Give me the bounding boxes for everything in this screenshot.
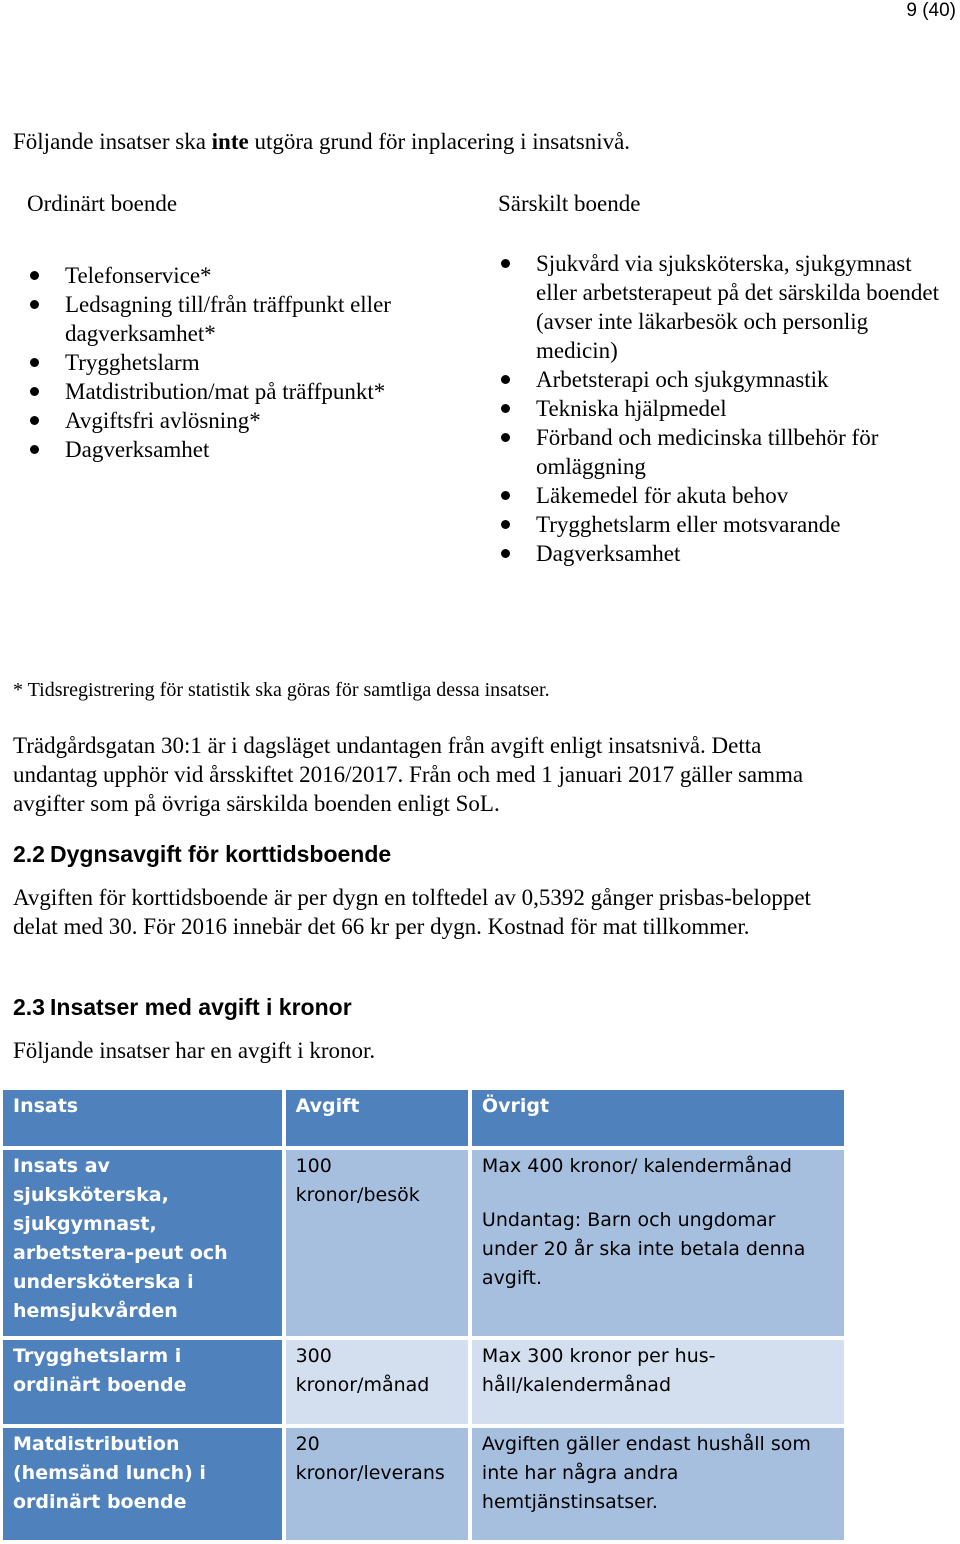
intro-emphasis: inte (211, 129, 249, 154)
cell-insats: Insats av sjuksköterska, sjukgymnast, arbetstera-peut och undersköterska i hemsjukvården (3, 1150, 282, 1336)
cell-avgift: 100 kronor/besök (286, 1150, 468, 1336)
cell-insats: Matdistribution (hemsänd lunch) i ordinärt boende (3, 1428, 282, 1540)
fees-table (0, 1086, 848, 1544)
section-heading-2-2 (13, 841, 391, 868)
cell-insats: Trygghetslarm i ordinärt boende (3, 1340, 282, 1424)
cell-ovrigt: Avgiften gäller endast hushåll som inte har några andra hemtjänstinsatser. (472, 1428, 844, 1540)
bullet-icon (30, 387, 39, 396)
ordinary-list (27, 261, 447, 464)
bullet-icon (30, 271, 39, 280)
list-item: Telefonservice* (27, 261, 447, 290)
cell-avgift: 300 kronor/månad (286, 1340, 468, 1424)
header-ovrigt: Övrigt (472, 1090, 844, 1146)
intro-text (13, 127, 630, 156)
bullet-icon (30, 416, 39, 425)
list-item: Arbetsterapi och sjukgymnastik (498, 365, 948, 394)
paragraph-tradgardsgatan: Trädgårdsgatan 30:1 är i dagsläget undantagen från avgift enligt insatsnivå. Detta undantag upphör vid årsskiftet 2016/2017. Från och med 1 januari 2017 gäller samma avgifter som på övriga särskilda boenden enligt SoL. (13, 733, 804, 816)
table-row (3, 1428, 844, 1540)
intro-after: utgöra grund för inplacering i insatsnivå. (248, 129, 631, 154)
special-heading: Särskilt boende (498, 191, 641, 216)
intro-before: Följande insatser ska (13, 129, 212, 154)
list-item: Läkemedel för akuta behov (498, 481, 948, 510)
paragraph-table-intro: Följande insatser har en avgift i kronor. (13, 1038, 376, 1063)
table-header-row (3, 1090, 844, 1146)
page-number: 9 (40) (906, 0, 956, 21)
section-heading-2-3 (13, 994, 352, 1021)
cell-ovrigt (472, 1150, 844, 1336)
bullet-icon (501, 491, 510, 500)
paragraph-korttidsboende: Avgiften för korttidsboende är per dygn en tolftedel av 0,5392 gånger prisbas-beloppet delat med 30. För 2016 innebär det 66 kr per dygn. Kostnad för mat tillkommer. (13, 885, 811, 939)
list-item: Sjukvård via sjuksköterska, sjukgymnast eller arbetsterapeut på det särskilda boendet (avser inte läkarbesök och personlig medicin) (498, 249, 948, 365)
bullet-icon (30, 358, 39, 367)
cell-ovrigt: Max 300 kronor per hus-håll/kalendermånad (472, 1340, 844, 1424)
list-item: Avgiftsfri avlösning* (27, 406, 447, 435)
list-item: Dagverksamhet (27, 435, 447, 464)
ordinary-heading: Ordinärt boende (27, 191, 178, 216)
bullet-icon (30, 300, 39, 309)
bullet-icon (501, 259, 510, 268)
section-number: 2.2 (13, 841, 45, 867)
bullet-icon (501, 549, 510, 558)
table-row (3, 1150, 844, 1336)
special-list (498, 249, 948, 568)
table-row (3, 1340, 844, 1424)
bullet-icon (501, 375, 510, 384)
bullet-icon (501, 404, 510, 413)
list-item: Förband och medicinska tillbehör för omläggning (498, 423, 948, 481)
list-item: Dagverksamhet (498, 539, 948, 568)
bullet-icon (501, 433, 510, 442)
section-title: Insatser med avgift i kronor (50, 994, 352, 1020)
header-insats: Insats (3, 1090, 282, 1146)
ovrigt-text: Max 400 kronor/ kalendermånad (481, 1155, 792, 1177)
bullet-icon (501, 520, 510, 529)
section-number: 2.3 (13, 994, 45, 1020)
list-item: Matdistribution/mat på träffpunkt* (27, 377, 447, 406)
section-title: Dygnsavgift för korttidsboende (50, 841, 392, 867)
list-item: Ledsagning till/från träffpunkt eller dagverksamhet* (27, 290, 447, 348)
bullet-icon (30, 445, 39, 454)
footnote: * Tidsregistrering för statistik ska göras för samtliga dessa insatser. (13, 679, 550, 701)
list-item: Trygghetslarm eller motsvarande (498, 510, 948, 539)
cell-avgift: 20 kronor/leverans (286, 1428, 468, 1540)
ovrigt-exception: Undantag: Barn och ungdomar under 20 år ska inte betala denna avgift. (481, 1209, 806, 1289)
header-avgift: Avgift (286, 1090, 468, 1146)
list-item: Trygghetslarm (27, 348, 447, 377)
list-item: Tekniska hjälpmedel (498, 394, 948, 423)
